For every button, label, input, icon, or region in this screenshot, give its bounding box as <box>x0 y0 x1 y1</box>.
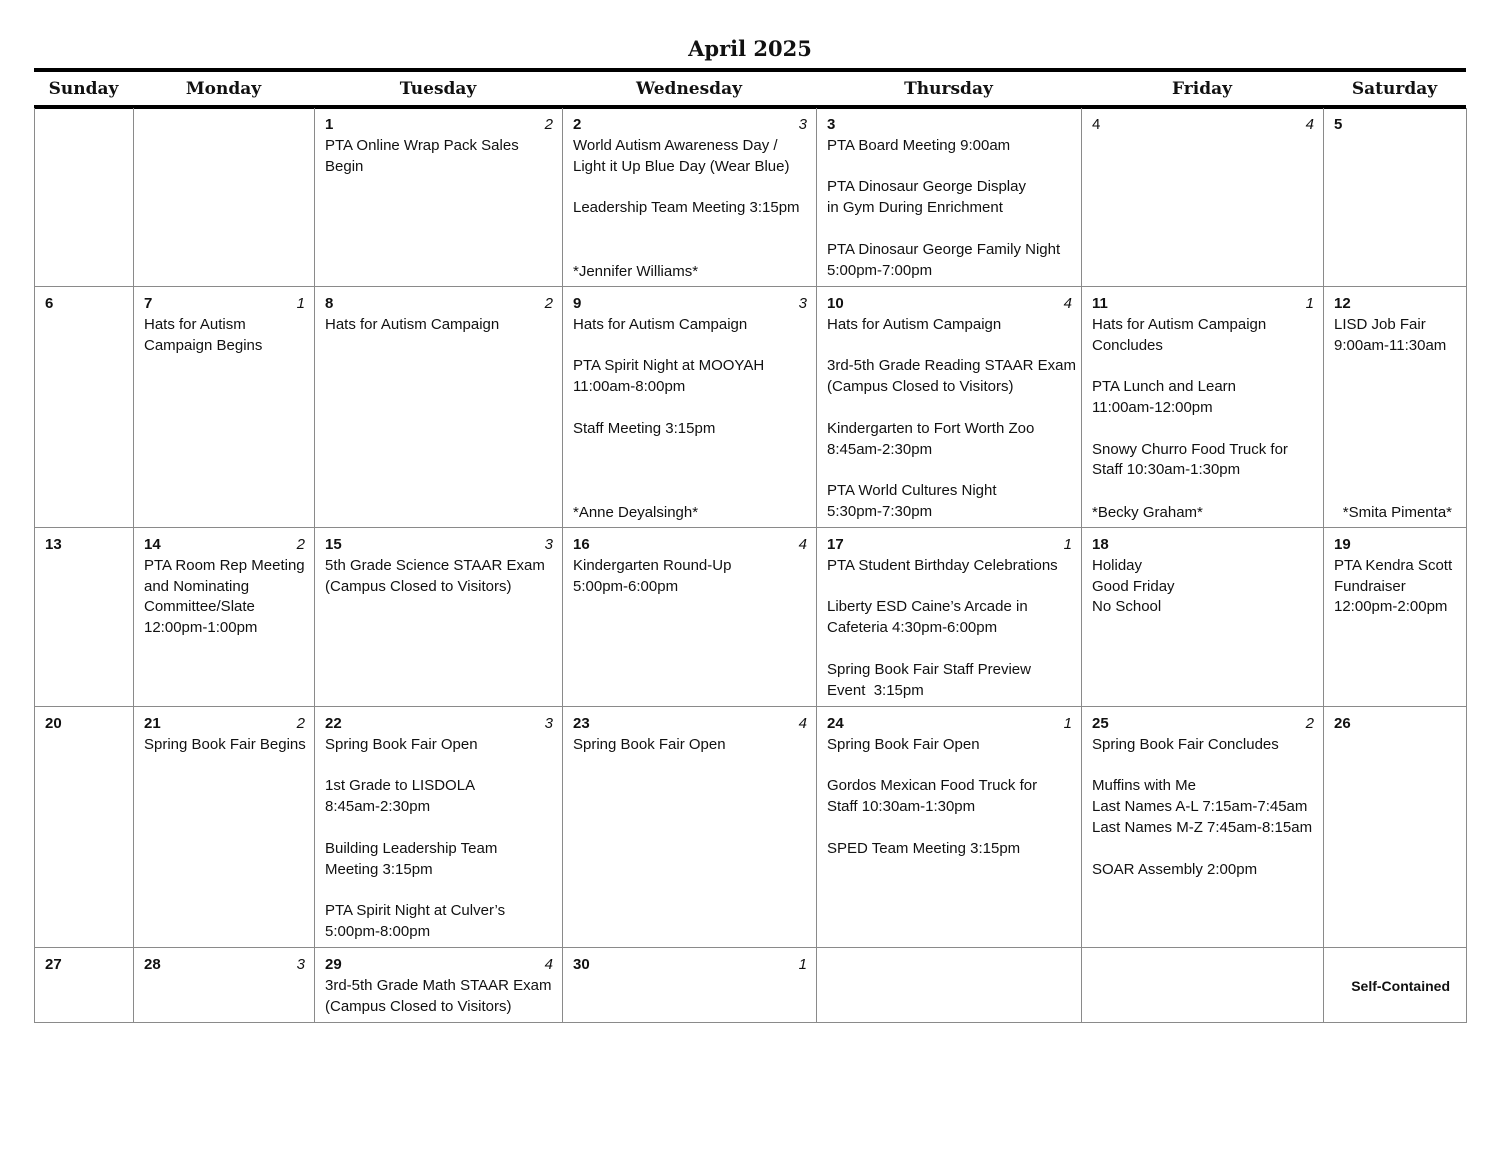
event-text: Spring Book Fair Open <box>827 735 980 753</box>
event-text: Kindergarten Round-Up 5:00pm-6:00pm <box>573 556 732 595</box>
rotation-day-number: 2 <box>544 295 553 312</box>
event-text: Snowy Churro Food Truck for Staff 10:30am-1:30pm <box>1092 440 1288 479</box>
day-cell-9 <box>563 287 817 528</box>
event-text: Gordos Mexican Food Truck for Staff 10:30am-1:30pm <box>827 777 1038 816</box>
event-text: World Autism Awareness Day / Light it Up Blue Day (Wear Blue) <box>573 136 790 175</box>
event-text: PTA World Cultures Night 5:30pm-7:30pm <box>827 482 997 520</box>
event-text: 3rd-5th Grade Reading STAAR Exam (Campus Closed to Visitors) <box>827 357 1077 396</box>
event-text: Spring Book Fair Staff Preview Event 3:15pm <box>827 660 1031 699</box>
staff-name: *Anne Deyalsingh* <box>573 504 699 522</box>
event-text: Hats for Autism Campaign <box>325 315 500 333</box>
rotation-day-number: 2 <box>1305 715 1314 732</box>
event-text: LISD Job Fair 9:00am-11:30am <box>1334 315 1447 354</box>
event-text: Muffins with Me Last Names A-L 7:15am-7:45am Last Names M-Z 7:45am-8:15am <box>1092 777 1313 836</box>
rotation-day-number: 1 <box>1305 295 1314 312</box>
event-text: PTA Room Rep Meeting and Nominating Committee/Slate 12:00pm-1:00pm <box>144 556 305 637</box>
event-text: Leadership Team Meeting 3:15pm <box>573 199 800 217</box>
day-number: 26 <box>1334 715 1351 732</box>
empty-cell-friday <box>1082 948 1324 1023</box>
day-cell-15 <box>315 528 563 707</box>
event-text: PTA Dinosaur George Display in Gym During Enrichment <box>827 178 1026 217</box>
weekday-header-sunday: Sunday <box>48 79 119 99</box>
day-number: 23 <box>573 715 590 732</box>
rotation-day-number: 2 <box>296 715 305 732</box>
event-text: SPED Team Meeting 3:15pm <box>827 839 1021 857</box>
day-cell-29 <box>315 948 563 1023</box>
day-cell-24 <box>817 707 1082 948</box>
day-cell-7 <box>134 287 315 528</box>
day-cell-13 <box>35 528 134 707</box>
weekday-header-friday: Friday <box>1172 79 1232 99</box>
rotation-day-number: 3 <box>544 536 553 553</box>
day-number: 4 <box>1092 116 1101 133</box>
day-cell-4 <box>1082 108 1324 287</box>
event-text: 5th Grade Science STAAR Exam (Campus Closed to Visitors) <box>325 556 545 595</box>
day-cell-30 <box>563 948 817 1023</box>
day-cell-12 <box>1324 287 1467 528</box>
empty-cell-saturday <box>1324 948 1467 1023</box>
event-text: Spring Book Fair Open <box>573 735 726 753</box>
event-text: PTA Board Meeting 9:00am <box>827 136 1011 154</box>
day-cell-26 <box>1324 707 1467 948</box>
rotation-day-number: 1 <box>1063 536 1072 553</box>
weekday-header-thursday: Thursday <box>904 79 993 99</box>
event-text: PTA Spirit Night at MOOYAH 11:00am-8:00pm <box>573 357 765 396</box>
day-number: 5 <box>1334 116 1343 133</box>
rotation-day-number: 4 <box>1305 116 1314 133</box>
day-number: 2 <box>573 116 582 133</box>
day-number: 10 <box>827 295 844 312</box>
calendar-title: April 2025 <box>688 36 812 61</box>
event-text: Kindergarten to Fort Worth Zoo 8:45am-2:30pm <box>827 419 1035 458</box>
staff-name: *Smita Pimenta* <box>1342 504 1452 522</box>
day-cell-10 <box>817 287 1082 528</box>
day-cell-27 <box>35 948 134 1023</box>
rotation-day-number: 3 <box>798 116 807 133</box>
event-text: PTA Student Birthday Celebrations <box>827 556 1058 574</box>
week-row <box>35 287 1467 528</box>
day-number: 28 <box>144 956 161 973</box>
day-cell-6 <box>35 287 134 528</box>
self-contained-label: Self-Contained <box>1351 978 1450 994</box>
event-text: Hats for Autism Campaign <box>573 315 748 333</box>
day-number: 8 <box>325 295 334 312</box>
rotation-day-number: 2 <box>296 536 305 553</box>
day-number: 29 <box>325 956 342 973</box>
day-cell-28 <box>134 948 315 1023</box>
week-row <box>35 707 1467 948</box>
day-number: 16 <box>573 536 590 553</box>
rotation-day-number: 3 <box>296 956 305 973</box>
rotation-day-number: 4 <box>1063 295 1072 312</box>
event-text: Building Leadership Team Meeting 3:15pm <box>325 839 498 878</box>
rotation-day-number: 1 <box>296 295 305 312</box>
day-number: 24 <box>827 715 844 732</box>
event-text: Holiday Good Friday No School <box>1092 556 1175 616</box>
day-cell-17 <box>817 528 1082 707</box>
rotation-day-number: 3 <box>544 715 553 732</box>
day-cell-22 <box>315 707 563 948</box>
day-number: 20 <box>45 715 62 732</box>
empty-cell-sunday <box>35 108 134 287</box>
event-text: PTA Dinosaur George Family Night 5:00pm-7:00pm <box>827 240 1061 279</box>
day-number: 6 <box>45 295 54 312</box>
event-text: 3rd-5th Grade Math STAAR Exam (Campus Closed to Visitors) <box>325 976 552 1015</box>
weekday-header-tuesday: Tuesday <box>399 79 477 99</box>
event-text: Hats for Autism Campaign <box>827 315 1002 333</box>
day-cell-23 <box>563 707 817 948</box>
day-number: 12 <box>1334 295 1351 312</box>
event-text: Spring Book Fair Begins <box>144 735 306 753</box>
day-number: 7 <box>144 295 153 312</box>
rotation-day-number: 4 <box>798 536 807 553</box>
event-text: Hats for Autism Campaign Begins <box>144 315 263 354</box>
day-cell-25 <box>1082 707 1324 948</box>
day-number: 15 <box>325 536 342 553</box>
week-row <box>35 948 1467 1023</box>
day-number: 25 <box>1092 715 1109 732</box>
day-cell-18 <box>1082 528 1324 707</box>
day-number: 21 <box>144 715 161 732</box>
event-text: PTA Lunch and Learn 11:00am-12:00pm <box>1092 378 1236 416</box>
rotation-day-number: 3 <box>798 295 807 312</box>
day-number: 13 <box>45 536 62 553</box>
empty-cell-thursday <box>817 948 1082 1023</box>
day-number: 11 <box>1092 295 1108 312</box>
rotation-day-number: 1 <box>1063 715 1072 732</box>
day-cell-19 <box>1324 528 1467 707</box>
event-text: PTA Kendra Scott Fundraiser 12:00pm-2:00pm <box>1334 556 1453 616</box>
calendar-grid <box>34 108 1467 1023</box>
weekday-header-row <box>34 72 1466 105</box>
day-cell-20 <box>35 707 134 948</box>
weekday-header-saturday: Saturday <box>1351 79 1438 99</box>
day-cell-8 <box>315 287 563 528</box>
day-cell-5 <box>1324 108 1467 287</box>
event-text: Liberty ESD Caine’s Arcade in Cafeteria 4:30pm-6:00pm <box>827 598 1028 637</box>
day-number: 14 <box>144 536 161 553</box>
week-row <box>35 108 1467 287</box>
day-cell-21 <box>134 707 315 948</box>
rotation-day-number: 4 <box>544 956 553 973</box>
staff-name: *Jennifer Williams* <box>573 263 699 281</box>
event-text: 1st Grade to LISDOLA 8:45am-2:30pm <box>325 777 476 816</box>
day-number: 22 <box>325 715 342 732</box>
day-number: 27 <box>45 956 62 973</box>
rotation-day-number: 4 <box>798 715 807 732</box>
day-cell-1 <box>315 108 563 287</box>
weekday-header-wednesday: Wednesday <box>636 79 742 99</box>
empty-cell-monday <box>134 108 315 287</box>
day-cell-16 <box>563 528 817 707</box>
day-number: 1 <box>325 116 334 133</box>
day-cell-11 <box>1082 287 1324 528</box>
event-text: SOAR Assembly 2:00pm <box>1092 860 1258 878</box>
day-cell-14 <box>134 528 315 707</box>
day-number: 18 <box>1092 536 1109 553</box>
day-number: 30 <box>573 956 590 973</box>
day-number: 9 <box>573 295 582 312</box>
rotation-day-number: 1 <box>798 956 807 973</box>
event-text: PTA Spirit Night at Culver’s 5:00pm-8:00pm <box>325 902 506 940</box>
rotation-day-number: 2 <box>544 116 553 133</box>
staff-name: *Becky Graham* <box>1092 504 1203 522</box>
day-number: 19 <box>1334 536 1351 553</box>
day-number: 3 <box>827 116 836 133</box>
event-text: Spring Book Fair Open <box>325 735 478 753</box>
week-row <box>35 528 1467 707</box>
day-cell-2 <box>563 108 817 287</box>
event-text: Staff Meeting 3:15pm <box>573 419 716 437</box>
day-cell-3 <box>817 108 1082 287</box>
weekday-header-monday: Monday <box>185 79 262 99</box>
day-number: 17 <box>827 536 844 553</box>
event-text: PTA Online Wrap Pack Sales Begin <box>325 136 519 175</box>
event-text: Hats for Autism Campaign Concludes <box>1092 315 1267 354</box>
event-text: Spring Book Fair Concludes <box>1092 735 1279 753</box>
